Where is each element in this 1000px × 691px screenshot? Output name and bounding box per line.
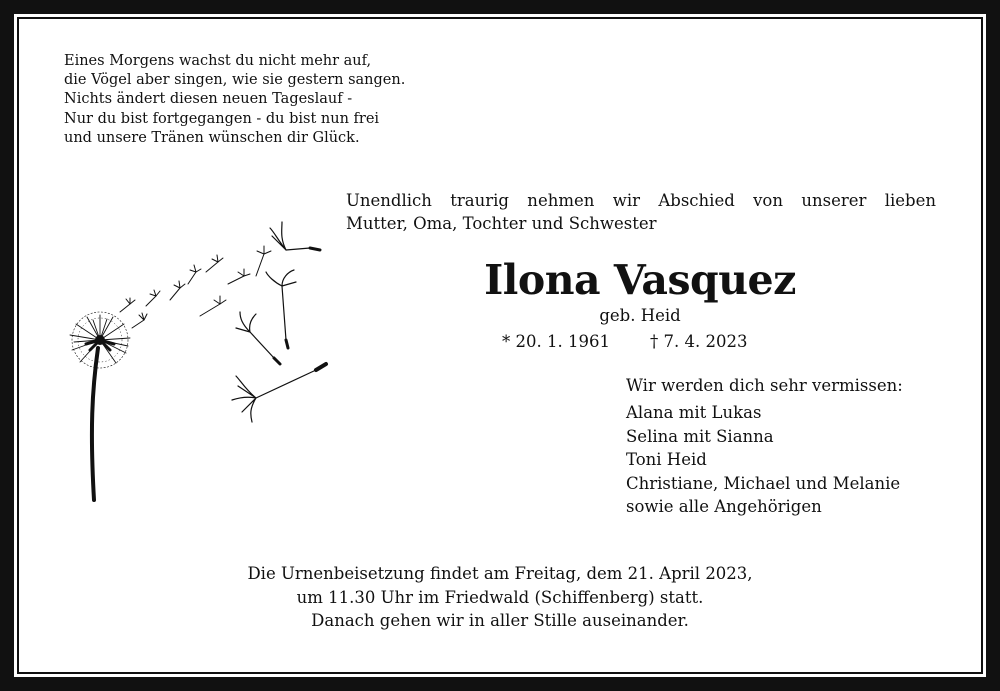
intro-line: Mutter, Oma, Tochter und Schwester — [346, 214, 657, 233]
poem-line: Eines Morgens wachst du nicht mehr auf, — [64, 53, 372, 69]
mourners-heading: Wir werden dich sehr vermissen: — [626, 376, 903, 395]
intro-line: Unendlich traurig nehmen wir Abschied von unserer lieben — [346, 191, 936, 210]
mourners-list — [626, 401, 900, 519]
funeral-line: Die Urnenbeisetzung findet am Freitag, dem 21. April 2023, — [247, 564, 753, 583]
mourner-name: Alana mit Lukas — [626, 403, 762, 422]
poem-line: die Vögel aber singen, wie sie gestern sangen. — [64, 72, 406, 89]
mourner-name: Toni Heid — [626, 450, 707, 470]
funeral-notice — [150, 562, 850, 633]
deceased-name: Ilona Vasquez — [484, 256, 796, 304]
maiden-name: geb. Heid — [599, 306, 681, 325]
funeral-line: um 11.30 Uhr im Friedwald (Schiffenberg) statt. — [296, 587, 704, 607]
mourner-name: Christiane, Michael und Melanie — [626, 473, 901, 493]
poem-line: Nichts ändert diesen neuen Tageslauf - — [64, 91, 353, 108]
intro-text — [346, 189, 936, 235]
dandelion-icon — [60, 200, 340, 514]
mourner-name: sowie alle Angehörigen — [626, 497, 822, 517]
poem-line: Nur du bist fortgegangen - du bist nun frei — [64, 110, 380, 127]
death-date: † 7. 4. 2023 — [650, 332, 748, 351]
mourner-name: Selina mit Sianna — [626, 426, 774, 446]
birth-date: * 20. 1. 1961 — [502, 332, 610, 351]
poem — [64, 52, 405, 148]
poem-line: und unsere Tränen wünschen dir Glück. — [64, 129, 360, 146]
funeral-line: Danach gehen wir in aller Stille auseinander. — [311, 611, 689, 630]
